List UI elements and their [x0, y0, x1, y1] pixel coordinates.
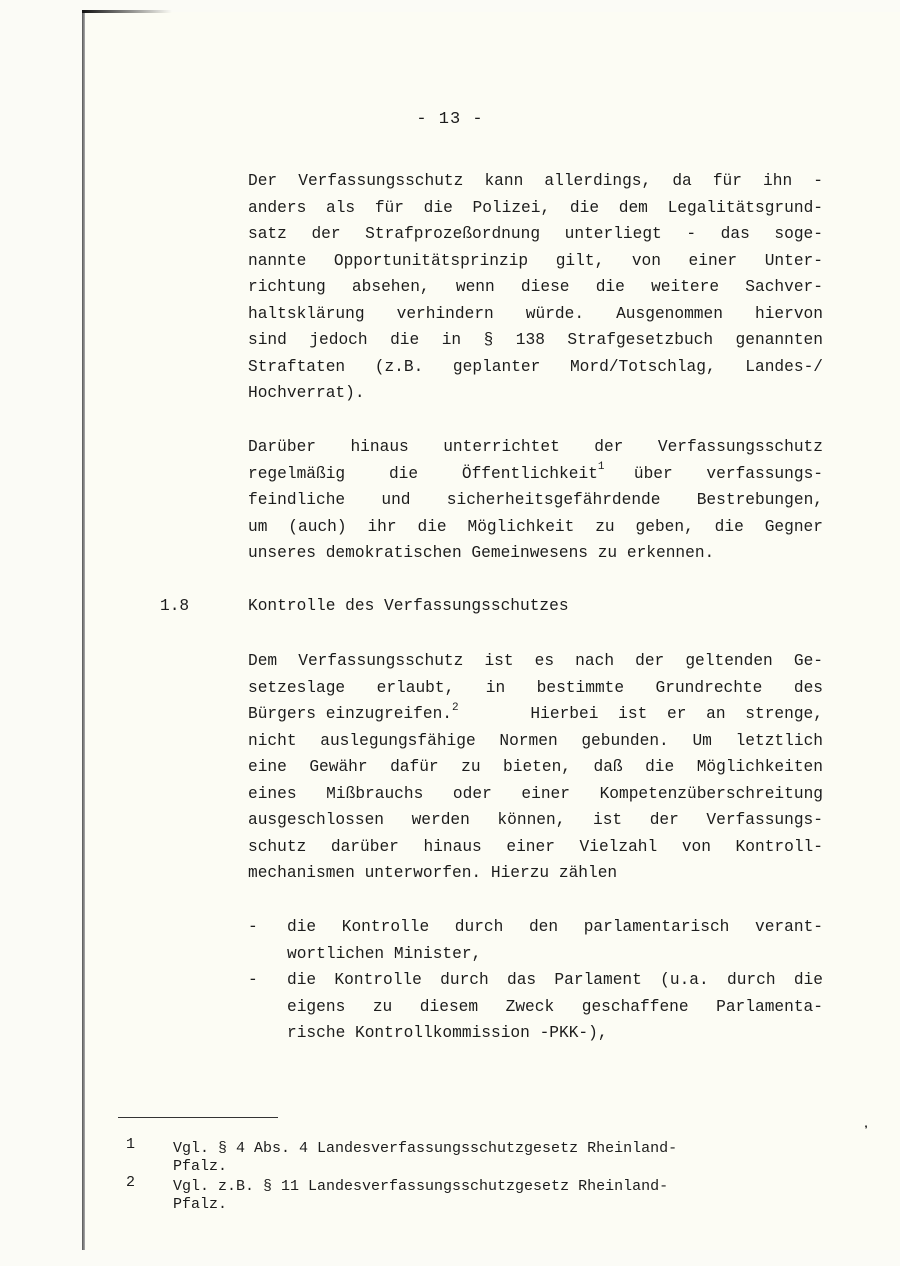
- text-line: eines Mißbrauchs oder einer Kompetenzüberschreitung: [248, 784, 823, 803]
- paragraph-opportunity-principle: [248, 168, 823, 407]
- list-item: [248, 967, 823, 1047]
- dash-bullet: -: [248, 918, 258, 936]
- text-fragment: [248, 461, 605, 488]
- text-line: anders als für die Polizei, die dem Legalitätsgrund-: [248, 198, 823, 217]
- text-line: die Kontrolle durch das Parlament (u.a. durch die: [287, 971, 823, 989]
- word: regelmäßig: [248, 464, 346, 483]
- text-line: unseres demokratischen Gemeinwesens zu erkennen.: [248, 544, 715, 562]
- text-line: feindliche und sicherheitsgefährdende Bestrebungen,: [248, 491, 823, 509]
- text-line: wortlichen Minister,: [287, 944, 482, 963]
- text-line: ausgeschlossen werden können, ist der Verfassungs-: [248, 811, 823, 829]
- footnote-ref-2[interactable]: 2: [452, 701, 459, 714]
- text-line: Darüber hinaus unterrichtet der Verfassungsschutz: [248, 438, 823, 456]
- text-line: Straftaten (z.B. geplanter Mord/Totschlag, Landes-/: [248, 357, 823, 376]
- text-line: nannte Opportunitätsprinzip gilt, von einer Unter-: [248, 251, 823, 270]
- list-item: [248, 914, 823, 967]
- footnote-line: Vgl. z.B. § 11 Landesverfassungsschutzgesetz Rheinland-: [173, 1178, 669, 1195]
- text-line: eine Gewähr dafür zu bieten, daß die Möglichkeiten: [248, 758, 823, 776]
- footnote-separator: [118, 1117, 278, 1118]
- footnote-mark: 2: [126, 1174, 136, 1191]
- paragraph-control-intro: [248, 648, 823, 887]
- section-title: Kontrolle des Verfassungsschutzes: [248, 597, 569, 615]
- text-line: satz der Strafprozeßordnung unterliegt - das soge-: [248, 225, 823, 243]
- text-line: die Kontrolle durch den parlamentarisch verant-: [287, 918, 823, 936]
- section-number: 1.8: [160, 597, 190, 615]
- footnote-2: [126, 1174, 833, 1214]
- text-line-with-footnote: [248, 461, 823, 488]
- text-fragment: [248, 701, 459, 728]
- scan-speck: ❜: [862, 1124, 870, 1139]
- text-line: sind jedoch die in § 138 Strafgesetzbuch genannten: [248, 331, 823, 349]
- text-line: Der Verfassungsschutz kann allerdings, da für ihn -: [248, 172, 823, 190]
- paragraph-public-information: [248, 434, 823, 567]
- footnote-line: Pfalz.: [173, 1196, 228, 1213]
- control-mechanisms-list: [248, 914, 823, 1047]
- text-line: Hochverrat).: [248, 384, 365, 402]
- text-line: nicht auslegungsfähige Normen gebunden. Um letztlich: [248, 731, 823, 750]
- text-line-with-footnote: [248, 701, 823, 728]
- text-fragment: über verfassungs-: [633, 464, 823, 483]
- text-line: setzeslage erlaubt, in bestimmte Grundrechte des: [248, 678, 823, 697]
- text-line: richtung absehen, wenn diese die weitere Sachver-: [248, 278, 823, 296]
- text-fragment: Hierbei ist er an strenge,: [530, 705, 823, 723]
- footnote-line: Vgl. § 4 Abs. 4 Landesverfassungsschutzgesetz Rheinland-: [173, 1140, 678, 1157]
- word-with-footnote: Öffentlichkeit$^1$: [461, 461, 605, 483]
- text-line: mechanismen unterworfen. Hierzu zählen: [248, 864, 618, 882]
- text-line: haltsklärung verhindern würde. Ausgenommen hiervon: [248, 304, 823, 323]
- text-fragment: Bürgers einzugreifen.: [248, 705, 452, 723]
- scan-edge-vertical: [82, 12, 85, 1250]
- text-line: rische Kontrollkommission -PKK-),: [287, 1024, 608, 1042]
- footnote-1: [126, 1136, 833, 1176]
- text-line: um (auch) ihr die Möglichkeit zu geben, die Gegner: [248, 517, 823, 536]
- scan-edge-horizontal: [82, 10, 172, 13]
- text-line: eigens zu diesem Zweck geschaffene Parlamenta-: [287, 997, 823, 1016]
- dash-bullet: -: [248, 971, 258, 989]
- page-number: - 13 -: [416, 110, 484, 129]
- text-line: Dem Verfassungsschutz ist es nach der geltenden Ge-: [248, 652, 823, 670]
- word: die: [388, 464, 419, 483]
- footnotes: [126, 1134, 833, 1214]
- footnote-line: Pfalz.: [173, 1158, 228, 1175]
- text-line: schutz darüber hinaus einer Vielzahl von Kontroll-: [248, 837, 823, 856]
- footnote-mark: 1: [126, 1136, 136, 1153]
- footnote-ref-1[interactable]: 1: [597, 461, 605, 474]
